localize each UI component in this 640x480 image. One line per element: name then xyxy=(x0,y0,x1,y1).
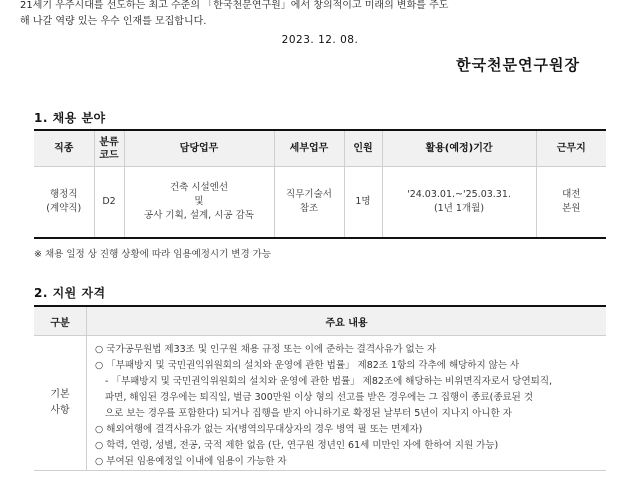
cell-period: '24.03.01.~'25.03.31. (1년 1개월) xyxy=(382,167,536,239)
signer: 한국천문연구원장 xyxy=(456,56,580,74)
cell-count: 1명 xyxy=(344,167,382,239)
schedule-note: ※ 채용 일정 상 진행 상황에 따라 임용예정시기 변경 가능 xyxy=(34,249,272,260)
header-class-code: 분류 코드 xyxy=(94,130,124,167)
header-content: 주요 내용 xyxy=(87,306,607,336)
header-period: 활용(예정)기간 xyxy=(382,130,536,167)
section-title-qualifications: 2. 지원 자격 xyxy=(34,286,106,300)
table-header-row xyxy=(34,130,606,167)
requirements-list xyxy=(89,336,604,470)
intro-line-1: 21세기 우주시대를 선도하는 최고 수준의 「한국천문연구원」에서 창의적이고 미래의 변화를 주도 xyxy=(20,0,449,11)
announcement-date: 2023. 12. 08. xyxy=(281,34,359,46)
cell-job-type: 행정직 (계약직) xyxy=(34,167,94,239)
list-item: ○ 「부패방지 및 국민권익위원회의 설치와 운영에 관한 법률」 제82조 1항의 각추에 해당하지 않는 사 xyxy=(95,360,520,371)
recruitment-table xyxy=(34,129,606,239)
list-item: 파면, 해임된 경우에는 퇴직일, 벌금 300만원 이상 형의 선고를 받은 경우에는 그 집행이 종료(종료된 것 xyxy=(105,392,534,403)
cell-basic-requirements xyxy=(87,336,607,471)
list-item: 으로 보는 경우를 포함한다) 되거나 집행을 받지 아니하기로 확정된 날부터 5년이 지나지 아니한 자 xyxy=(105,408,512,419)
table-row xyxy=(34,336,606,471)
cell-detail: 직무기술서 참조 xyxy=(274,167,344,239)
header-category: 구분 xyxy=(34,306,87,336)
intro-line-2: 해 나갈 역량 있는 우수 인재를 모집합니다. xyxy=(20,16,207,27)
header-count: 인원 xyxy=(344,130,382,167)
header-job-type: 직종 xyxy=(34,130,94,167)
cell-duty: 건축 시설엔선 및 공사 기획, 설계, 시공 감독 xyxy=(124,167,274,239)
list-item: ○ 해외여행에 결격사유가 없는 자(병역의무대상자의 경우 병역 필 또는 면제자) xyxy=(95,424,423,435)
list-item: ○ 국가공무원법 제33조 및 인구원 채용 규정 또는 이에 준하는 결격사유가 없는 자 xyxy=(95,344,437,355)
cell-category-basic: 기본 사항 xyxy=(34,336,87,471)
table-row xyxy=(34,167,606,239)
header-location: 근무지 xyxy=(536,130,606,167)
list-item: ○ 부여된 임용예정일 이내에 임용이 가능한 자 xyxy=(95,456,287,467)
section-title-recruitment-field: 1. 채용 분야 xyxy=(34,111,106,125)
header-duty: 담당업무 xyxy=(124,130,274,167)
header-detail: 세부업무 xyxy=(274,130,344,167)
qualifications-table xyxy=(34,305,606,471)
table-header-row xyxy=(34,306,606,336)
list-item: - 「부패방지 및 국민권익위원회의 설치와 운영에 관한 법률」 제82조에 해당하는 비위면직자로서 당연퇴직, xyxy=(105,376,553,387)
cell-location: 대전 본원 xyxy=(536,167,606,239)
list-item: ○ 학력, 연령, 성별, 전공, 국적 제한 없음 (단, 연구원 정년인 61세 미만인 자에 한하여 지원 가능) xyxy=(95,440,499,451)
cell-class-code: D2 xyxy=(94,167,124,239)
